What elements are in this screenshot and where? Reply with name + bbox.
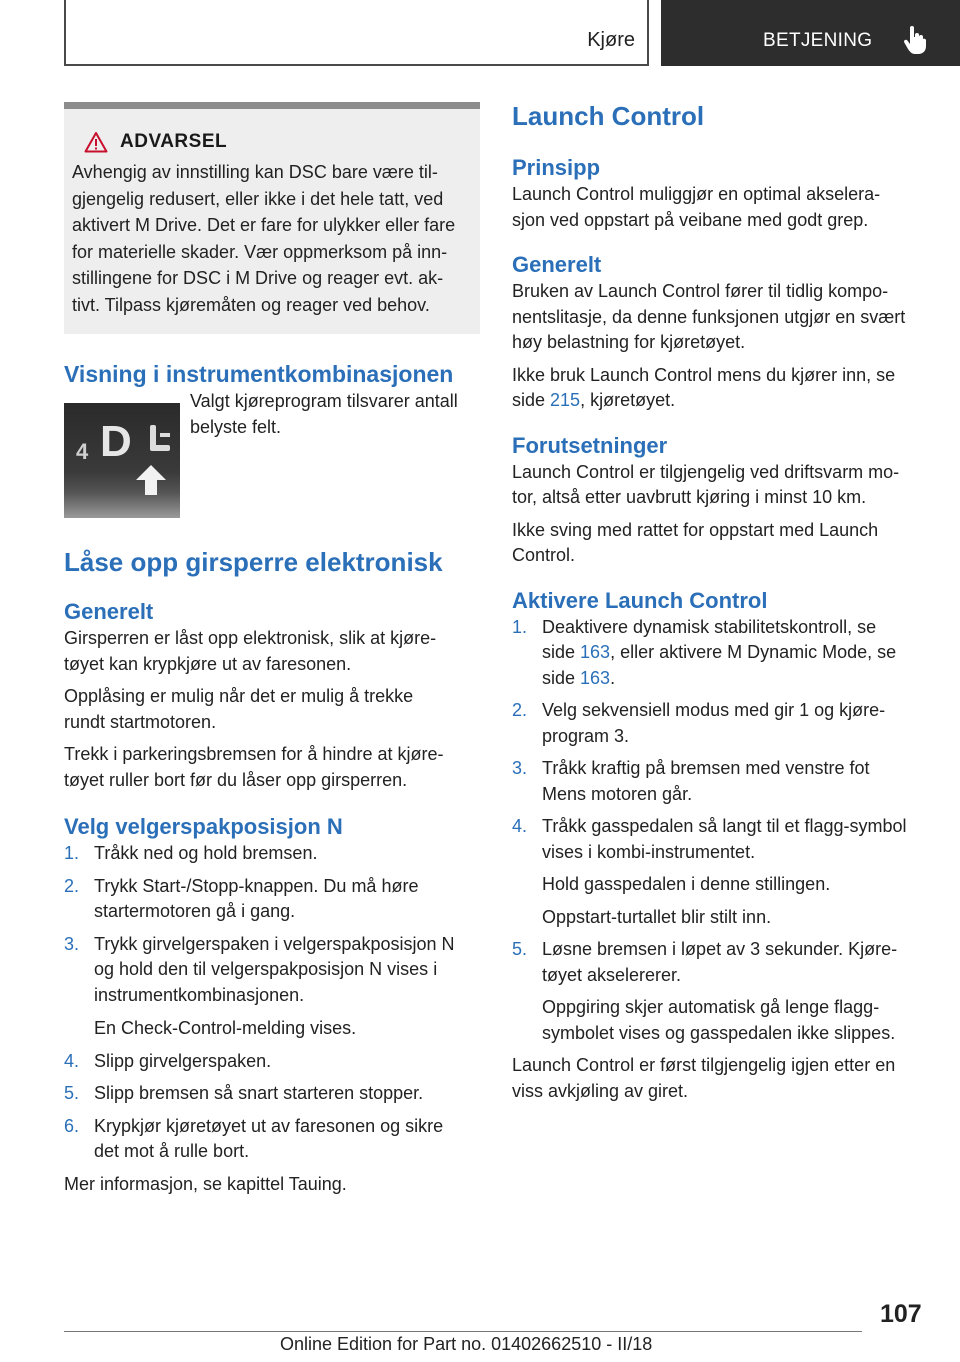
list-item: 5. Slipp bremsen så snart starteren stopper.	[64, 1083, 424, 1103]
right-column	[512, 100, 932, 1104]
header-chapter-tab	[661, 0, 960, 66]
page-link-215[interactable]: 215	[550, 390, 581, 410]
lc-general-text-2: Ikke bruk Launch Control mens du kjører inn, se side 215, kjøretøyet.	[512, 364, 896, 410]
warning-triangle-icon	[84, 131, 108, 153]
gear-number: 4	[76, 439, 89, 464]
select-n-steps-cont	[64, 1049, 480, 1165]
list-item: 3. Tråkk kraftig på bremsen med venstre fot Mens motoren går.	[512, 758, 870, 804]
page-number: 107	[880, 1300, 922, 1328]
list-item: 4. Tråkk gasspedalen så langt til et flagg-symbol vises i kombi-instrumentet.	[512, 816, 907, 862]
list-item: 5. Løsne bremsen i løpet av 3 sekunder. Kjøre- tøyet akselererer.	[512, 939, 898, 985]
warning-box	[64, 102, 480, 334]
activate-steps-cont	[512, 937, 932, 988]
page-link-163-b[interactable]: 163	[580, 667, 611, 688]
list-item: 6. Krypkjør kjøretøyet ut av faresonen og sikre det mot å rulle bort.	[64, 1115, 444, 1161]
step4-note-2: Oppstart-turtallet blir stilt inn.	[542, 906, 772, 927]
upshift-arrow-icon	[134, 463, 168, 497]
list-item: 3. Trykk girvelgerspaken i velgerspakposisjon N og hold den til velgerspakposisjon N vises i instrumentkombinasjonen.	[64, 933, 455, 1005]
launch-control-title: Launch Control	[512, 101, 705, 131]
footer-edition: Online Edition for Part no. 01402662510 - II/18	[280, 1334, 653, 1354]
warning-text: Avhengig av innstilling kan DSC bare være til- gjengelig redusert, eller ikke i det hele tatt, ved aktivert M Drive. Det er fare for ulykker eller fare for materielle skader. Vær oppmerksom på inn- stillingene for DSC i M Drive og reager evt. ak- tivt. Tilpass kjøremåten og reager ved behov.	[72, 162, 456, 315]
lc-general-text: Bruken av Launch Control fører til tidlig kompo- nentslitasje, da denne funksjonen utgjør en svært høy belastning for kjøretøyet.	[512, 281, 906, 352]
header-section-label: Kjøre	[587, 29, 635, 51]
display-description: Valgt kjøreprogram tilsvarer antall belyste felt.	[190, 391, 458, 437]
more-info-text: Mer informasjon, se kapittel Tauing.	[64, 1173, 347, 1194]
header-chapter-label: BETJENING	[763, 30, 873, 51]
page-link-163[interactable]: 163	[580, 642, 611, 662]
select-n-steps	[64, 841, 480, 1008]
step5-note: Oppgiring skjer automatisk gå lenge flagg- symbolet vises og gasspedalen ikke slippes.	[542, 997, 896, 1043]
list-item: 4. Slipp girvelgerspaken.	[64, 1050, 272, 1071]
unlock-general-heading: Generelt	[64, 599, 154, 624]
drive-mode-letter: D	[100, 417, 132, 466]
lc-general-heading: Generelt	[512, 252, 602, 277]
select-n-heading: Velg velgerspakposisjon N	[64, 814, 343, 839]
unlock-heading: Låse opp girsperre elektronisk	[64, 547, 443, 577]
unlock-general-p3: Trekk i parkeringsbremsen for å hindre at kjøre- tøyet ruller bort før du låser opp girsperren.	[64, 744, 444, 790]
unlock-general-p2: Opplåsing er mulig når det er mulig å trekke rundt startmotoren.	[64, 686, 414, 732]
principle-text: Launch Control muliggjør en optimal akselera- sjon ved oppstart på veibane med godt grep.	[512, 184, 881, 230]
seat-lever-icon	[146, 423, 174, 463]
closing-text: Launch Control er først tilgjengelig igjen etter en viss avkjøling av giret.	[512, 1055, 896, 1101]
left-column	[64, 102, 480, 1197]
list-item: 1. Deaktivere dynamisk stabilitetskontroll, se side 163, eller aktivere M Dynamic Mode, se side 163.	[512, 616, 897, 688]
principle-heading: Prinsipp	[512, 155, 601, 180]
hand-pointer-icon	[903, 26, 927, 54]
instrument-cluster-image	[64, 403, 180, 518]
step3-note: En Check-Control-melding vises.	[94, 1018, 357, 1038]
header-section-tab	[64, 0, 649, 66]
warning-title: ADVARSEL	[84, 131, 472, 153]
display-heading: Visning i instrumentkombinasjonen	[64, 361, 454, 387]
requirements-text: Launch Control er tilgjengelig ved driftsvarm mo- tor, altså etter uavbrutt kjøring i minst 10 km.	[512, 461, 900, 507]
unlock-general-p1: Girsperren er låst opp elektronisk, slik at kjøre- tøyet kan krypkjøre ut av faresonen.	[64, 628, 437, 674]
footer-rule	[64, 1331, 862, 1332]
list-item: 2. Velg sekvensiell modus med gir 1 og kjøre- program 3.	[512, 700, 886, 746]
activate-heading: Aktivere Launch Control	[512, 587, 768, 613]
requirements-heading: Forutsetninger	[512, 432, 668, 458]
requirements-text-2: Ikke sving med rattet for oppstart med Launch Control.	[512, 519, 879, 565]
step4-note-1: Hold gasspedalen i denne stillingen.	[542, 874, 831, 894]
display-figure	[64, 391, 480, 518]
list-item: 2. Trykk Start-/Stopp-knappen. Du må høre startermotoren gå i gang.	[64, 875, 419, 921]
activate-steps	[512, 615, 932, 866]
list-item: 1. Tråkk ned og hold bremsen.	[64, 843, 318, 863]
